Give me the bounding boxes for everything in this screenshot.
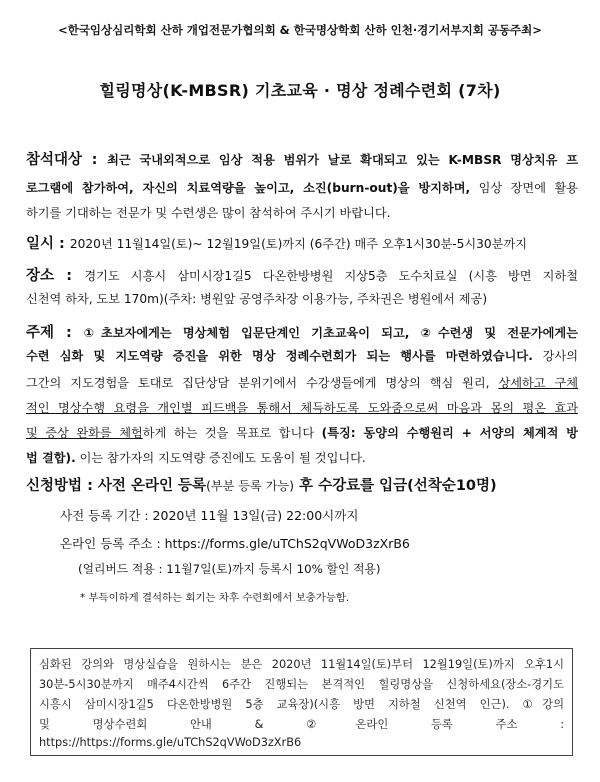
- theme-line-3: [26, 374, 578, 391]
- theme-line-6: [26, 449, 578, 466]
- target-bold-2: 로그램에 참가하여, 자신의 치료역량을 높이고, 소진(burn-out)을 방지하며,: [26, 181, 471, 195]
- summary-line-4: 및 명상수련회 안내 & ②온라인 등록 주소 :: [39, 718, 564, 731]
- target-normal-2: 임상 장면에 활용: [470, 181, 578, 195]
- date-text: 2020년 11월14일(토)~ 12월19일(토)까지 (6주간) 매주 오후1시30분-5시30분까지: [69, 237, 527, 251]
- theme-underline-4: 적인 명상수행 요령을 개인별 피드백을 통해서 체득하도록 도와줌으로써 마음과 몸의 평온 효과: [26, 401, 578, 415]
- theme-underline-5: 및 증상 완화를 체험: [26, 426, 143, 440]
- place-line-1: [26, 264, 578, 285]
- apply-partial: (부분 등록 가능): [206, 479, 294, 493]
- theme-text-3: 그간의 지도경험을 토대로 집단상담 분위기에서 수강생들에게 명상의 핵심 원리,: [26, 376, 499, 390]
- apply-period: 사전 등록 기간 : 2020년 11월 13일(금) 22:00시까지: [60, 508, 359, 523]
- target-line-1: [26, 148, 578, 169]
- date-line: [26, 232, 578, 253]
- place-text-1: 경기도 시흥시 삼미시장1길5 다온한방병원 지상5층 도수치료실 (시흥 방면 지하철: [84, 269, 578, 283]
- date-label: 일시 :: [26, 236, 70, 252]
- place-line-2: 신천역 하차, 도보 170m)(주차: 병원앞 공영주차장 이용가능, 주차권은 병원에서 제공): [26, 292, 488, 306]
- theme-underline-3: 상세하고 구체: [498, 376, 578, 390]
- theme-bold-5: (특징: 동양의 수행원리 + 서양의 체계적 방: [321, 426, 579, 440]
- theme-label: 주제 :: [26, 325, 84, 341]
- theme-normal-2: 강사의: [532, 349, 578, 363]
- summary-line-3: 시흥시 삼미시장1길5 다온한방병원 5층 교육장)(시흥 방면 지하철 신천역 인근). ①강의: [39, 698, 564, 711]
- theme-line-4: [26, 399, 578, 416]
- theme-line-2: [26, 347, 578, 364]
- theme-text-5: 하게 하는 것을 목표로 합니다: [142, 426, 322, 440]
- target-line-3: 하기를 기대하는 전문가 및 수련생은 많이 참석하여 주시기 바랍니다.: [26, 206, 391, 220]
- theme-bold-2: 수련 심화 및 지도역량 증진을 위한 명상 정례수련회가 되는 행사를 마련하였습니다.: [26, 349, 533, 363]
- summary-link[interactable]: https://https://forms.gle/uTChS2qVWoD3zXrB6: [39, 736, 302, 749]
- theme-bold-1: ①초보자에게는 명상체험 입문단계인 기초교육이 되고, ②수련생 및 전문가에게는: [83, 326, 578, 340]
- apply-online: 온라인 등록 주소 : https://forms.gle/uTChS2qVWoD3zXrB6: [60, 536, 410, 551]
- apply-rest: 후 수강료를 입금(선착순10명): [293, 478, 497, 494]
- apply-label: 신청방법 : 사전 온라인 등록: [26, 478, 207, 494]
- summary-box: [30, 648, 573, 756]
- summary-line-1: 심화된 강의와 명상실습을 원하시는 분은 2020년 11월14일(토)부터 12월19일(토)까지 오후1시: [39, 658, 564, 671]
- theme-line-5: [26, 424, 578, 441]
- target-bold-1: 최근 국내외적으로 임상 적용 범위가 날로 확대되고 있는 K-MBSR 명상치유 프: [107, 153, 578, 167]
- theme-line-1: [26, 321, 578, 342]
- apply-note: * 부득이하게 결석하는 회기는 차후 수련회에서 보충가능함.: [80, 592, 350, 604]
- theme-bold-6: 법 결합).: [26, 451, 76, 465]
- target-label: 참석대상 :: [26, 152, 108, 168]
- theme-text-6: 이는 참가자의 지도역량 증진에도 도움이 될 것입니다.: [75, 451, 366, 465]
- page-title: 힐링명상(K-MBSR) 기초교육 · 명상 정례수련회 (7차): [99, 81, 501, 100]
- apply-line: [26, 474, 578, 495]
- apply-early: (얼리버드 적용 : 11월7일(토)까지 등록시 10% 할인 적용): [78, 562, 381, 576]
- organizers-line: <한국임상심리학회 산하 개업전문가협의회 & 한국명상학회 산하 인천·경기서부지회 공동주최>: [58, 23, 542, 37]
- place-label: 장소 :: [26, 268, 85, 284]
- target-line-2: [26, 179, 578, 196]
- summary-line-2: 30분-5시30분까지 매주4시간씩 6주간 진행되는 본격적인 힐링명상을 신청하세요(장소-경기도: [39, 678, 564, 691]
